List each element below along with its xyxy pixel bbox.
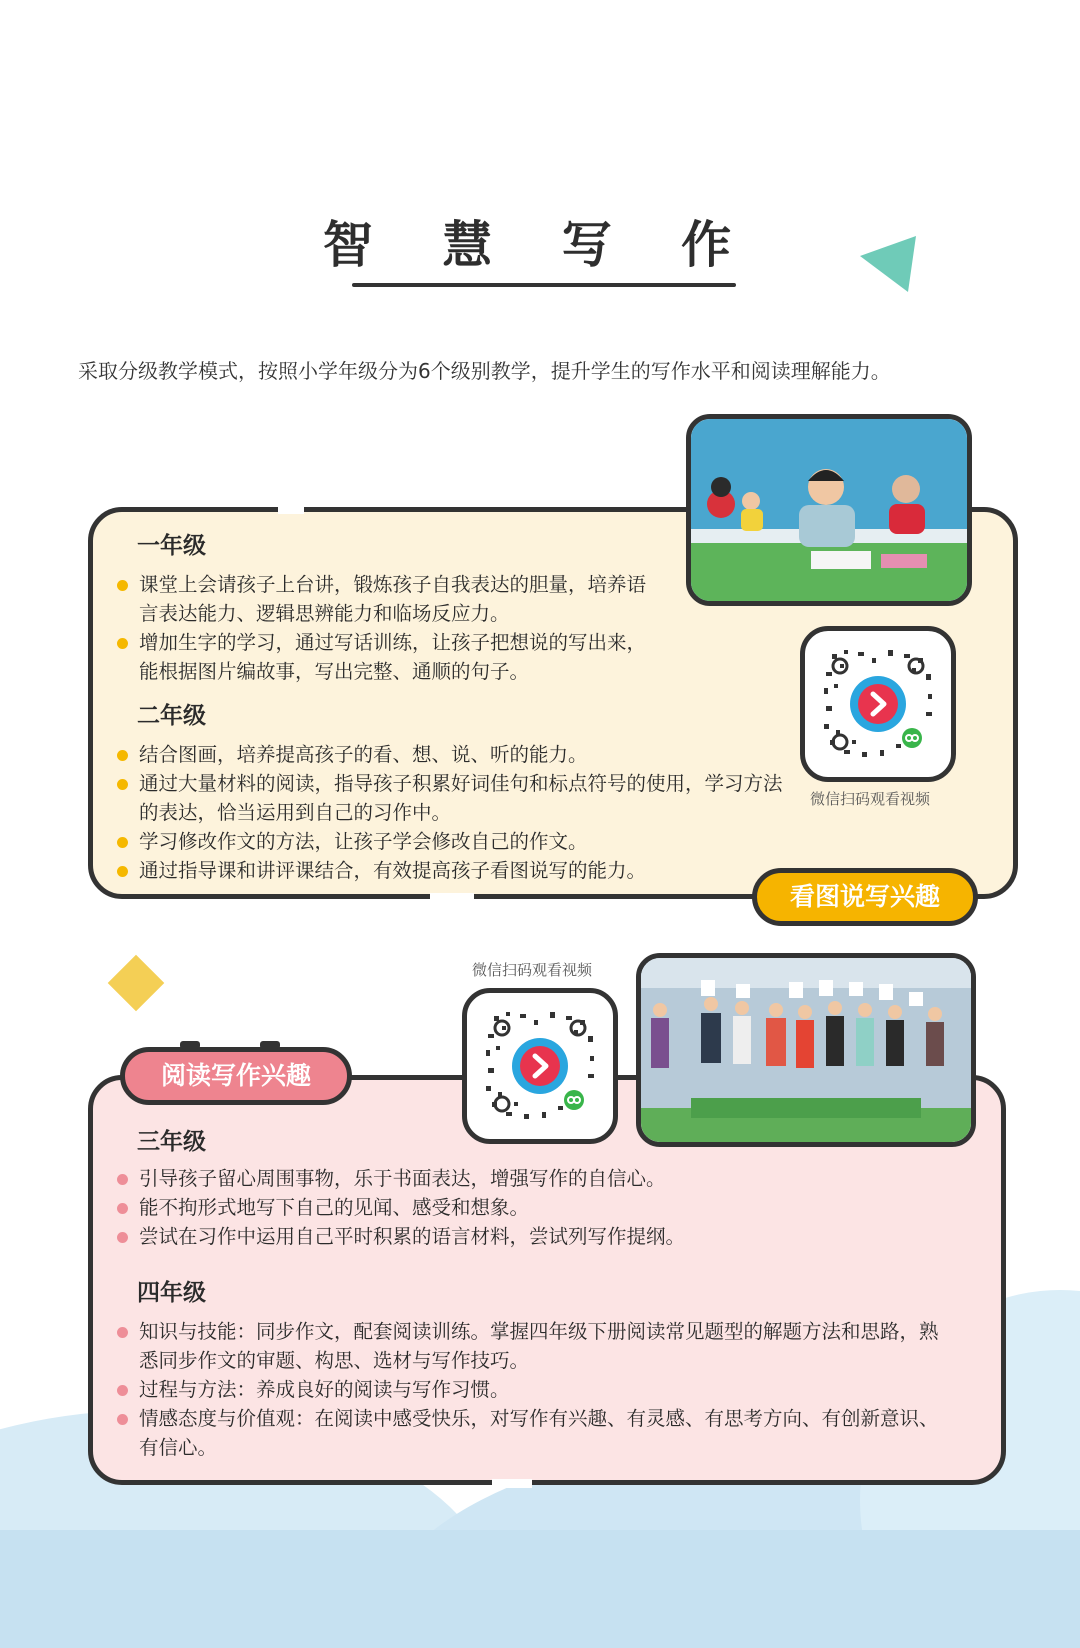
qr-code[interactable] bbox=[462, 988, 618, 1144]
classroom-photo bbox=[686, 414, 972, 606]
students-photo bbox=[636, 953, 976, 1147]
card-border-gap bbox=[278, 505, 304, 514]
list-item: 课堂上会请孩子上台讲，锻炼孩子自我表达的胆量，培养语言表达能力、逻辑思辨能力和临场反应力。 bbox=[115, 570, 655, 628]
grade-block-3 bbox=[115, 1123, 915, 1251]
list-item: 知识与技能：同步作文，配套阅读训练。掌握四年级下册阅读常见题型的解题方法和思路，熟悉同步作文的审题、构思、选材与写作技巧。 bbox=[115, 1317, 950, 1375]
bullet-list bbox=[115, 740, 790, 885]
list-item: 尝试在习作中运用自己平时积累的语言材料，尝试列写作提纲。 bbox=[115, 1222, 915, 1251]
list-item: 能不拘形式地写下自己的见闻、感受和想象。 bbox=[115, 1193, 915, 1222]
list-item: 引导孩子留心周围事物，乐于书面表达，增强写作的自信心。 bbox=[115, 1164, 915, 1193]
list-item: 通过大量材料的阅读，指导孩子积累好词佳句和标点符号的使用，学习方法的表达，恰当运用到自己的习作中。 bbox=[115, 769, 790, 827]
section2-tag: 阅读写作兴趣 bbox=[120, 1047, 352, 1105]
list-item: 结合图画，培养提高孩子的看、想、说、听的能力。 bbox=[115, 740, 790, 769]
bullet-list bbox=[115, 570, 655, 686]
grade-title: 一年级 bbox=[137, 533, 206, 559]
bullet-list bbox=[115, 1164, 915, 1251]
list-item: 学习修改作文的方法，让孩子学会修改自己的作文。 bbox=[115, 827, 790, 856]
list-item: 通过指导课和讲评课结合，有效提高孩子看图说写的能力。 bbox=[115, 856, 790, 885]
card-border-gap bbox=[492, 1479, 532, 1488]
page-title: 智 慧 写 作 bbox=[322, 216, 758, 274]
tag-notch bbox=[260, 1041, 280, 1049]
qr-caption: 微信扫码观看视频 bbox=[472, 961, 593, 979]
card-border-gap bbox=[430, 893, 474, 902]
intro-text: 采取分级教学模式，按照小学年级分为6个级别教学，提升学生的写作水平和阅读理解能力。 bbox=[78, 359, 891, 383]
list-item: 过程与方法：养成良好的阅读与写作习惯。 bbox=[115, 1375, 950, 1404]
grade-block-1 bbox=[115, 527, 765, 686]
grade-title: 四年级 bbox=[137, 1280, 206, 1306]
qr-caption: 微信扫码观看视频 bbox=[810, 790, 931, 808]
list-item: 增加生字的学习，通过写话训练，让孩子把想说的写出来，能根据图片编故事，写出完整、通顺的句子。 bbox=[115, 628, 655, 686]
section1-tag: 看图说写兴趣 bbox=[752, 868, 978, 926]
bullet-list bbox=[115, 1317, 950, 1462]
grade-block-2 bbox=[115, 697, 795, 885]
grade-title: 二年级 bbox=[137, 703, 206, 729]
list-item: 情感态度与价值观：在阅读中感受快乐，对写作有兴趣、有灵感、有思考方向、有创新意识、有信心。 bbox=[115, 1404, 950, 1462]
tag-notch bbox=[180, 1041, 200, 1049]
title-underline bbox=[352, 283, 736, 287]
grade-title: 三年级 bbox=[137, 1129, 206, 1155]
grade-block-4 bbox=[115, 1274, 960, 1462]
qr-code[interactable] bbox=[800, 626, 956, 782]
yellow-diamond-decoration bbox=[108, 955, 165, 1012]
